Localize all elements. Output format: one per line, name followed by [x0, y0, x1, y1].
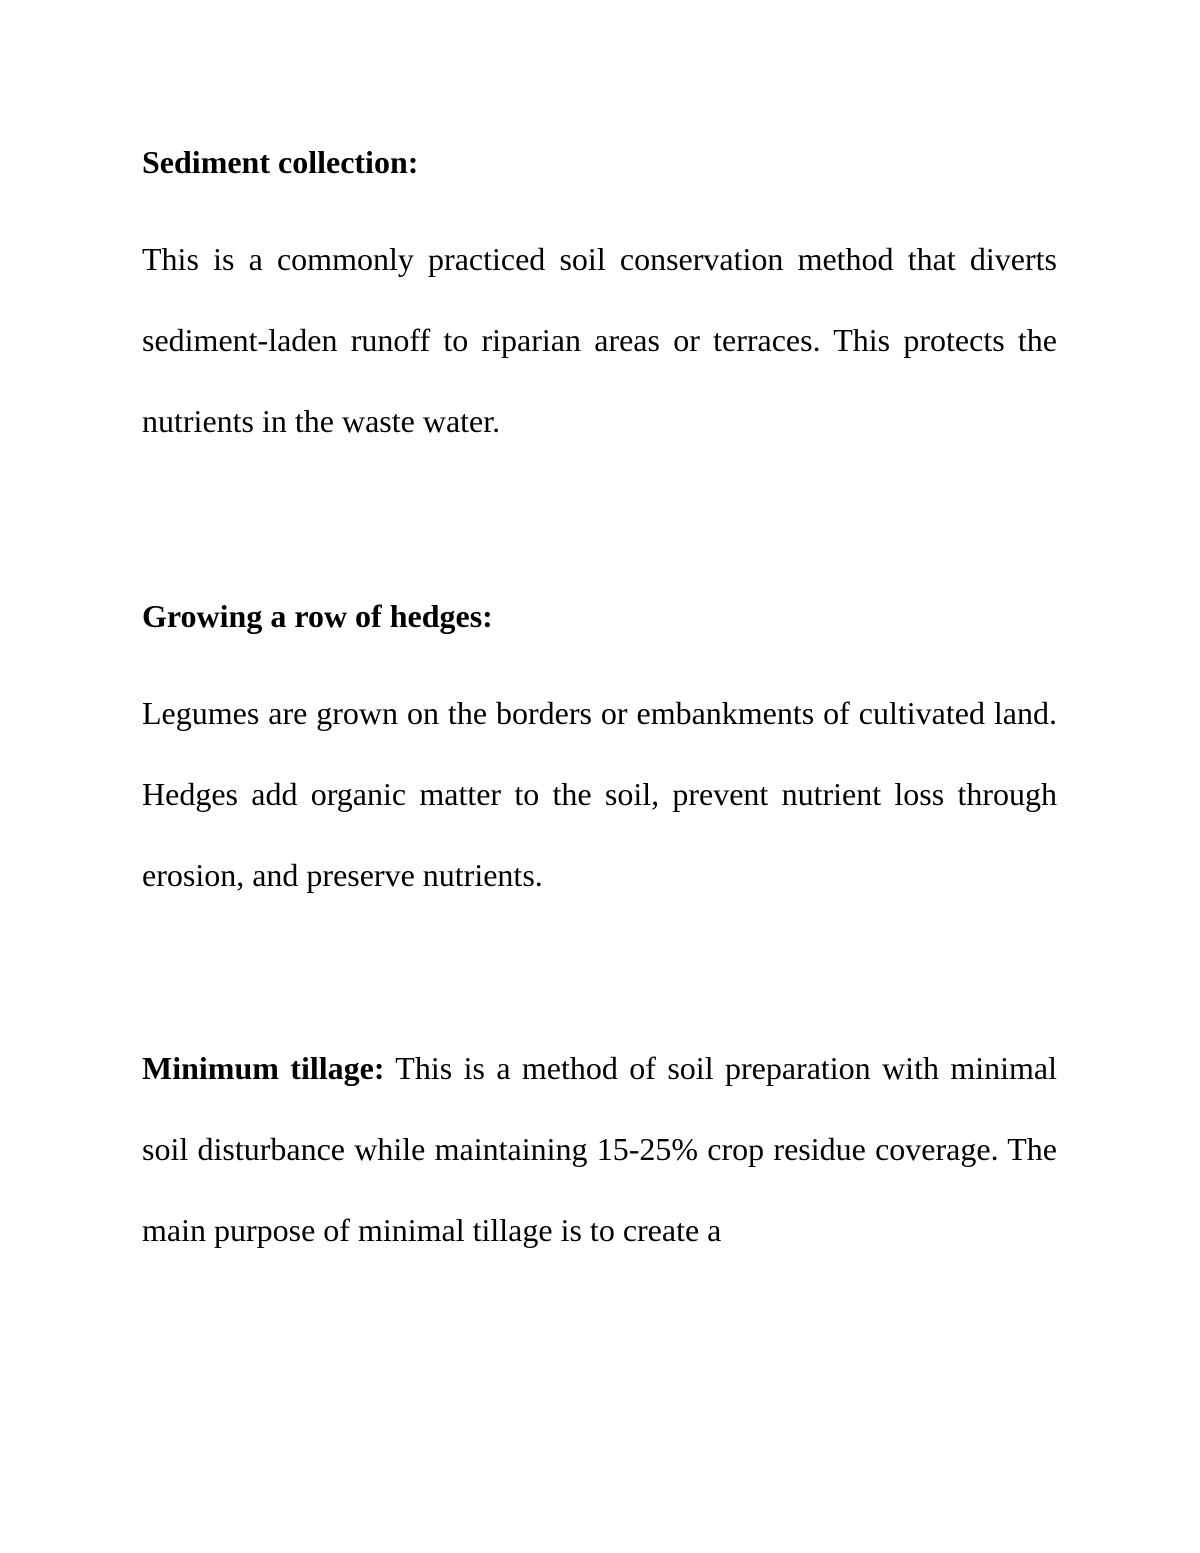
paragraph-sediment-collection: This is a commonly practiced soil conservation method that diverts sediment-laden runoff to riparian areas or terraces. This protects the nutrients in the waste water.	[142, 241, 1057, 439]
paragraph-minimum-tillage-text: This is a method of soil preparation with minimal soil disturbance while maintaining 15-25% crop residue coverage. The main purpose of minimal tillage is to create a	[142, 1050, 1058, 1248]
heading-growing-hedges: Growing a row of hedges:	[142, 598, 493, 634]
heading-sediment-collection: Sediment collection:	[142, 144, 419, 180]
paragraph-minimum-tillage	[142, 1028, 1057, 1271]
paragraph-growing-hedges: Legumes are grown on the borders or embankments of cultivated land. Hedges add organic matter to the soil, prevent nutrient loss through erosion, and preserve nutrients.	[142, 695, 1057, 893]
heading-minimum-tillage: Minimum tillage:	[142, 1050, 385, 1086]
